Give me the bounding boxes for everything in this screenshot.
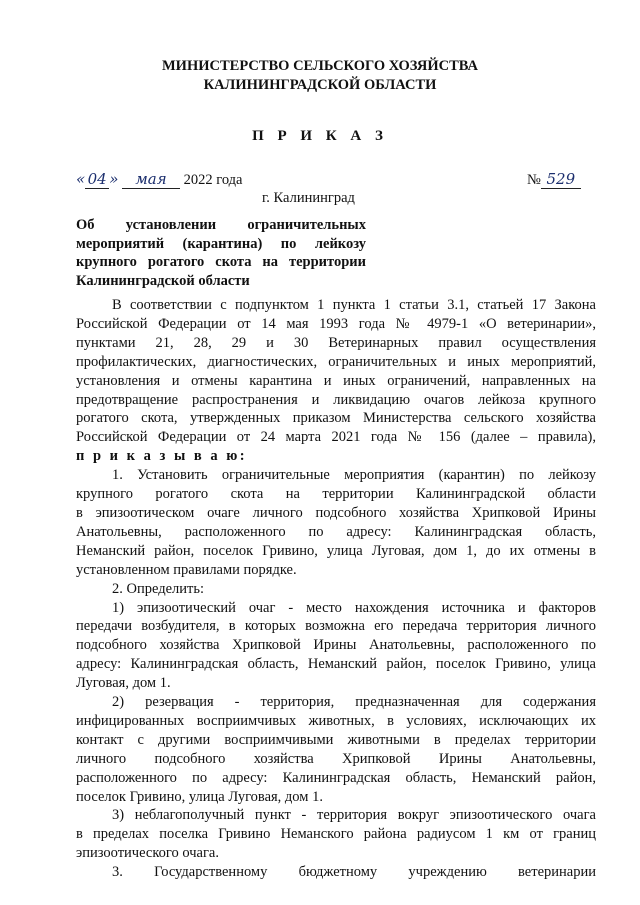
quote-open: « <box>76 170 86 188</box>
ministry-name-line2: КАЛИНИНГРАДСКОЙ ОБЛАСТИ <box>203 77 437 93</box>
subitem-2-line: личного подсобного хозяйства Хрипковой Ирины Анатольевны, <box>76 750 596 767</box>
item-1-line: крупного рогатого скота на территории Калининградской области <box>76 486 596 503</box>
subitem-2-line: 2) резервация - территория, предназначенная для содержания <box>112 694 596 711</box>
handwritten-month: мая <box>122 170 180 189</box>
order-body <box>76 296 596 882</box>
city-name: г. Калининград <box>262 190 355 206</box>
subitem-2-line: расположенного по адресу: Калининградская область, Неманский район, <box>76 769 596 786</box>
preamble-line: В соответствии с подпунктом 1 пункта 1 статьи 3.1, статьей 17 Закона <box>112 297 596 313</box>
subject-line: Калининградской области <box>76 272 250 289</box>
order-year: 2022 года <box>183 172 243 188</box>
order-subject <box>76 216 366 290</box>
subitem-3-line: эпизоотического очага. <box>76 845 219 862</box>
subitem-1-line: Луговая, дом 1. <box>76 675 171 692</box>
preamble-line: профилактических, диагностических, ограничительных и иных мероприятий, <box>76 353 596 370</box>
subject-line: Об установлении ограничительных <box>76 217 366 233</box>
subject-line: крупного рогатого скота на территории <box>76 254 366 270</box>
subitem-2-line: поселок Гривино, улица Луговая, дом 1. <box>76 788 323 805</box>
item-1-line: Анатольевны, расположенного по адресу: Калининградская область, <box>76 523 596 540</box>
preamble-line: рогатого скота, утвержденных приказом Министерства сельского хозяйства <box>76 410 596 427</box>
subitem-3-line: в пределах поселка Гривино Неманского района радиусом 1 км от границ <box>76 826 596 843</box>
subitem-1-line: 1) эпизоотический очаг - место нахождения источника и факторов <box>112 599 596 616</box>
number-sign: № <box>527 172 541 188</box>
subitem-2-line: инфицированных восприимчивых животных, в условиях, исключающих их <box>76 712 596 729</box>
item-3-line: 3. Государственному бюджетному учреждению ветеринарии <box>112 864 596 881</box>
order-number <box>527 170 581 189</box>
document-type-title: П Р И К А З <box>252 128 388 144</box>
item-1-line: 1. Установить ограничительные мероприятия (карантин) по лейкозу <box>112 467 596 484</box>
preamble-line: установления и отмены карантина и иных ограничений, направленных на <box>76 372 596 389</box>
handwritten-day: 04 <box>85 170 109 189</box>
subitem-1-line: подсобного хозяйства Хрипковой Ирины Анатольевны, расположенного по <box>76 637 596 654</box>
subitem-1-line: адресу: Калининградская область, Неманский район, поселок Гривино, улица <box>76 656 596 673</box>
quote-close: » <box>109 170 119 188</box>
subitem-1-line: передачи возбудителя, в которых возможна его передача территория личного <box>76 618 596 635</box>
preamble-line: предотвращение распространения и ликвидацию очагов лейкоза крупного <box>76 391 596 408</box>
ministry-name-line1: МИНИСТЕРСТВО СЕЛЬСКОГО ХОЗЯЙСТВА <box>162 58 478 74</box>
item-1-line: в эпизоотическом очаге личного подсобного хозяйства Хрипковой Ирины <box>76 504 596 521</box>
subitem-3-line: 3) неблагополучный пункт - территория вокруг эпизоотического очага <box>112 807 596 824</box>
item-1-line: установленном правилами порядке. <box>76 561 297 578</box>
item-1-line: Неманский район, поселок Гривино, улица Луговая, дом 1, до их отмены в <box>76 542 596 559</box>
item-2-line: 2. Определить: <box>112 580 205 597</box>
preamble-line: Российской Федерации от 14 мая 1993 года № 4979-1 «О ветеринарии», <box>76 315 596 332</box>
order-date <box>76 170 242 189</box>
handwritten-order-number: 529 <box>541 170 581 189</box>
preamble-line: пунктами 21, 28, 29 и 30 Ветеринарных правил осуществления <box>76 334 596 351</box>
subject-line: мероприятий (карантина) по лейкозу <box>76 235 366 252</box>
order-directive-word: п р и к а з ы в а ю: <box>76 448 248 465</box>
preamble-line: Российской Федерации от 24 марта 2021 года № 156 (далее – правила), <box>76 429 596 446</box>
subitem-2-line: контакт с другими восприимчивыми животными в пределах территории <box>76 731 596 748</box>
